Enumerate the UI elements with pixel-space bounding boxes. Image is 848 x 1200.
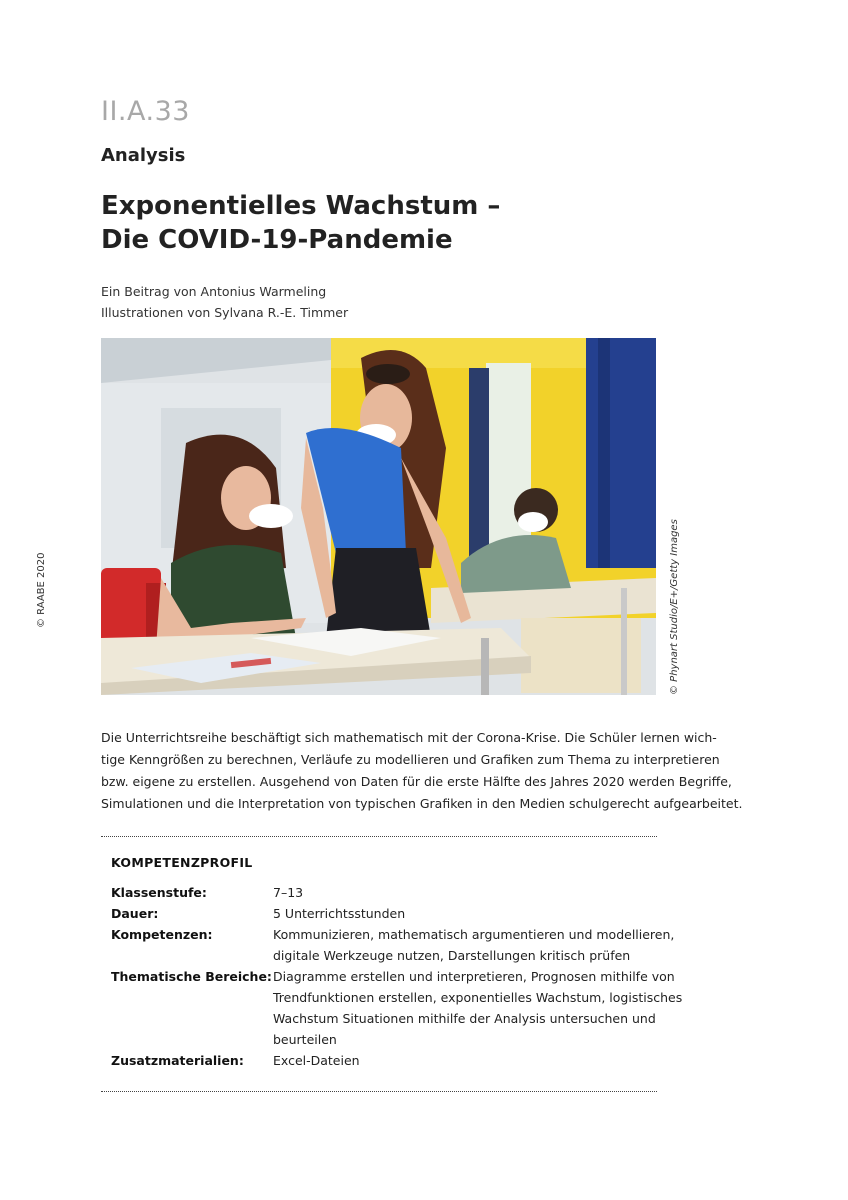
title-line-2: Die COVID-19-Pandemie [101, 225, 453, 255]
profile-label: Zusatzmaterialien: [111, 1053, 244, 1068]
profile-value-line: Wachstum Situationen mithilfe der Analysis untersuchen und [273, 1011, 656, 1026]
author-credit: Ein Beitrag von Antonius Warmeling [101, 284, 327, 299]
profile-row-klassenstufe [111, 882, 656, 903]
profile-value-line: 7–13 [273, 885, 304, 900]
profile-value [273, 966, 682, 1050]
profile-value-line: Excel-Dateien [273, 1053, 360, 1068]
intro-paragraph [101, 727, 743, 815]
profile-row-dauer [111, 903, 656, 924]
intro-line: Die Unterrichtsreihe beschäftigt sich mathematisch mit der Corona-Krise. Die Schüler lernen wich- [101, 730, 717, 745]
profile-row-zusatzmaterialien [111, 1050, 656, 1071]
profile-label: Thematische Bereiche: [111, 969, 272, 984]
profile-value-line: beurteilen [273, 1032, 337, 1047]
title-line-1: Exponentielles Wachstum – [101, 191, 501, 221]
profile-value [273, 924, 674, 966]
profile-row-thematische-bereiche [111, 966, 683, 1050]
profile-value [273, 1050, 360, 1071]
classroom-photo-illustration [101, 338, 656, 695]
profile-value-line: 5 Unterrichtsstunden [273, 906, 406, 921]
intro-line: bzw. eigene zu erstellen. Ausgehend von Daten für die erste Hälfte des Jahres 2020 werden Begriffe, [101, 774, 732, 789]
page-title [101, 189, 701, 257]
divider-top [101, 836, 657, 837]
illustration-credit: Illustrationen von Sylvana R.-E. Timmer [101, 305, 349, 320]
kompetenzprofil-heading: KOMPETENZPROFIL [111, 855, 253, 870]
kompetenzprofil-table [111, 882, 683, 1071]
profile-value [273, 882, 303, 903]
profile-value-line: Kommunizieren, mathematisch argumentieren und modellieren, [273, 927, 675, 942]
photo-credit: © Phynart Studio/E+/Getty Images [669, 519, 680, 695]
profile-value-line: Diagramme erstellen und interpretieren, Prognosen mithilfe von [273, 969, 675, 984]
profile-label: Kompetenzen: [111, 927, 213, 942]
profile-row-kompetenzen [111, 924, 675, 966]
copyright-notice: © RAABE 2020 [36, 552, 47, 628]
divider-bottom [101, 1091, 657, 1092]
credits [101, 281, 348, 323]
profile-value [273, 903, 405, 924]
document-code: II.A.33 [101, 96, 190, 127]
profile-value-line: digitale Werkzeuge nutzen, Darstellungen kritisch prüfen [273, 948, 631, 963]
intro-line: Simulationen und die Interpretation von typischen Grafiken in den Medien schulgerecht aufgearbeitet. [101, 796, 743, 811]
profile-value-line: Trendfunktionen erstellen, exponentielles Wachstum, logistisches [273, 990, 683, 1005]
classroom-photo [101, 338, 656, 695]
profile-label: Klassenstufe: [111, 885, 207, 900]
intro-line: tige Kenngrößen zu berechnen, Verläufe zu modellieren und Grafiken zum Thema zu interpretieren [101, 752, 720, 767]
section-label: Analysis [101, 145, 186, 166]
profile-label: Dauer: [111, 906, 159, 921]
